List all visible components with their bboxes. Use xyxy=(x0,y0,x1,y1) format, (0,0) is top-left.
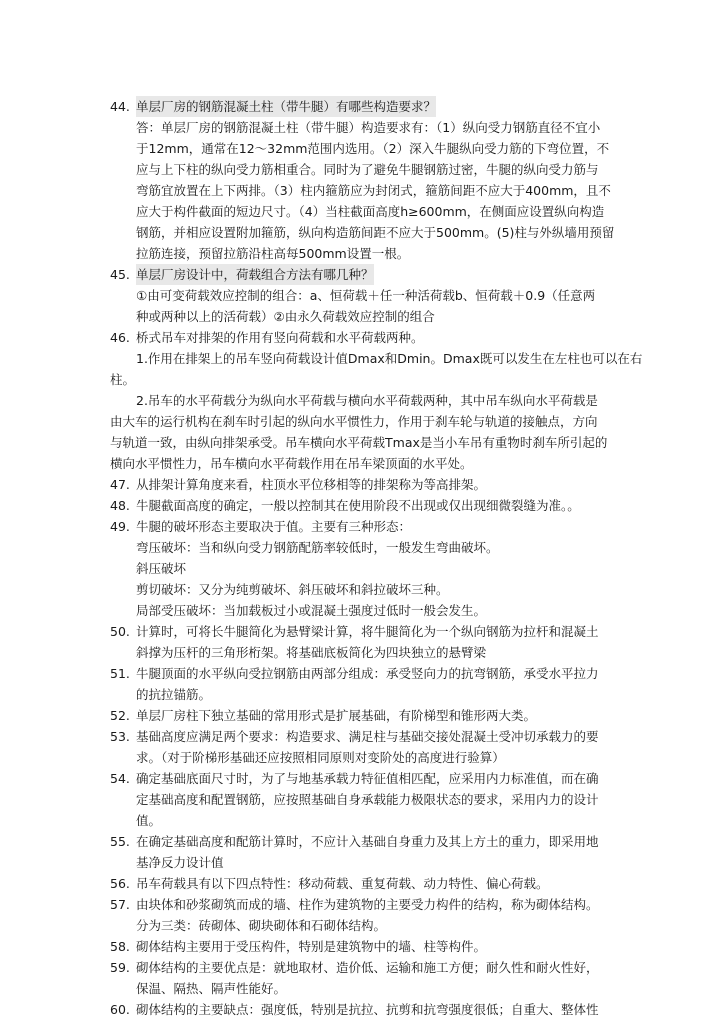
line-text: 砌体结构主要用于受压构件，特别是建筑物中的墙、柱等构件。 xyxy=(136,939,487,954)
item-line xyxy=(110,348,643,369)
item-number: 54. xyxy=(110,771,130,786)
line-text: 计算时，可将长牛腿简化为悬臂梁计算，将牛腿简化为一个纵向钢筋为拉杆和混凝土 xyxy=(136,624,599,639)
item-number: 52. xyxy=(110,708,130,723)
item-number: 49. xyxy=(110,519,130,534)
wrapped-line xyxy=(110,369,620,390)
item-heading xyxy=(110,999,620,1020)
line-text: 斜撑为压杆的三角形桁架。将基础底板简化为四块独立的悬臂梁 xyxy=(136,645,487,660)
wrapped-line xyxy=(110,432,620,453)
item-heading xyxy=(110,516,620,537)
line-text: 求。（对于阶梯形基础还应按照相同原则对变阶处的高度进行验算） xyxy=(136,750,505,765)
item-line xyxy=(110,915,620,936)
line-text: 2.吊车的水平荷载分为纵向水平荷载与横向水平荷载两种，其中吊车纵向水平荷载是 xyxy=(136,393,598,408)
item-heading xyxy=(110,936,620,957)
item-number: 59. xyxy=(110,960,130,975)
item-heading xyxy=(110,957,620,978)
line-text: 弯压破坏：当和纵向受力钢筋配筋率较低时，一般发生弯曲破坏。 xyxy=(136,540,499,555)
line-text: 局部受压破坏：当加载板过小或混凝土强度过低时一般会发生。 xyxy=(136,603,487,618)
line-text: 与轨道一致，由纵向排架承受。吊车横向水平荷载Tmax是当小车吊有重物时刹车所引起的 xyxy=(110,435,608,450)
item-number: 53. xyxy=(110,729,130,744)
wrapped-line xyxy=(110,453,620,474)
line-text: 单层厂房柱下独立基础的常用形式是扩展基础，有阶梯型和锥形两大类。 xyxy=(136,708,537,723)
line-text: 定基础高度和配置钢筋，应按照基础自身承载能力极限状态的要求，采用内力的设计 xyxy=(136,792,599,807)
line-text: 牛腿顶面的水平纵向受拉钢筋由两部分组成：承受竖向力的抗弯钢筋，承受水平拉力 xyxy=(136,666,599,681)
item-heading xyxy=(110,495,620,516)
line-text: 基净反力设计值 xyxy=(136,855,224,870)
item-line xyxy=(110,600,620,621)
line-text: 由块体和砂浆砌筑而成的墙、柱作为建筑物的主要受力构件的结构，称为砌体结构。 xyxy=(136,897,599,912)
line-text: 于12mm，通常在12～32mm范围内选用。（2）深入牛腿纵向受力筋的下弯位置，不 xyxy=(136,141,610,156)
item-heading xyxy=(110,831,620,852)
line-text: 应与上下柱的纵向受力筋相重合。同时为了避免牛腿钢筋过密，牛腿的纵向受力筋与 xyxy=(136,162,599,177)
item-line xyxy=(110,558,620,579)
line-text: 1.作用在排架上的吊车竖向荷载设计值Dmax和Dmin。Dmax既可以发生在左柱也可以在右 xyxy=(136,351,643,366)
item-number: 48. xyxy=(110,498,130,513)
item-heading xyxy=(110,768,620,789)
line-text: 弯筋宜放置在上下两排。（3）柱内箍筋应为封闭式，箍筋间距不应大于400mm，且不 xyxy=(136,183,611,198)
item-line xyxy=(110,306,620,327)
document-body xyxy=(110,96,643,1020)
line-text: 拉筋连接，预留拉筋沿柱高每500mm设置一根。 xyxy=(136,246,410,261)
line-text: 砌体结构的主要优点是：就地取材、造价低、运输和施工方便；耐久性和耐火性好， xyxy=(136,960,599,975)
item-heading xyxy=(110,474,620,495)
item-line xyxy=(110,810,620,831)
item-line xyxy=(110,201,620,222)
item-heading xyxy=(110,873,620,894)
item-line xyxy=(110,285,620,306)
line-text: 钢筋，并相应设置附加箍筋，纵向构造筋间距不应大于500mm。(5)柱与外纵墙用预留 xyxy=(136,225,615,240)
line-text: 的抗拉锚筋。 xyxy=(136,687,212,702)
item-number: 56. xyxy=(110,876,130,891)
line-text: 单层厂房的钢筋混凝土柱（带牛腿）有哪些构造要求？ xyxy=(136,96,436,117)
line-text: 分为三类：砖砌体、砌块砌体和石砌体结构。 xyxy=(136,918,387,933)
item-number: 58. xyxy=(110,939,130,954)
item-line xyxy=(110,747,620,768)
item-line xyxy=(110,978,620,999)
line-text: 从排架计算角度来看，柱顶水平位移相等的排架称为等高排架。 xyxy=(136,477,487,492)
line-text: 柱。 xyxy=(110,372,136,387)
wrapped-line xyxy=(110,411,620,432)
item-number: 55. xyxy=(110,834,130,849)
item-line xyxy=(110,117,620,138)
line-text: 牛腿截面高度的确定，一般以控制其在使用阶段不出现或仅出现细微裂缝为准。。 xyxy=(136,498,580,513)
line-text: 答：单层厂房的钢筋混凝土柱（带牛腿）构造要求有：（1）纵向受力钢筋直径不宜小 xyxy=(136,120,601,135)
item-heading xyxy=(110,663,620,684)
line-text: 砌体结构的主要缺点：强度低，特别是抗拉、抗剪和抗弯强度很低；自重大、整体性 xyxy=(136,1002,599,1017)
line-text: 种或两种以上的活荷载）②由永久荷载效应控制的组合 xyxy=(136,309,435,324)
line-text: 值。 xyxy=(136,813,162,828)
line-text: 保温、隔热、隔声性能好。 xyxy=(136,981,287,996)
item-line xyxy=(110,222,620,243)
line-text: 单层厂房设计中，荷载组合方法有哪几种？ xyxy=(136,264,374,285)
line-text: 桥式吊车对排架的作用有竖向荷载和水平荷载两种。 xyxy=(136,330,424,345)
item-line xyxy=(110,180,620,201)
line-text: 应大于构件截面的短边尺寸。（4）当柱截面高度h≥600mm，在侧面应设置纵向构造 xyxy=(136,204,605,219)
line-text: 确定基础底面尺寸时，为了与地基承载力特征值相匹配，应采用内力标准值，而在确 xyxy=(136,771,599,786)
item-number: 57. xyxy=(110,897,130,912)
line-text: 由大车的运行机构在刹车时引起的纵向水平惯性力，作用于刹车轮与轨道的接触点，方向 xyxy=(110,414,598,429)
line-text: 在确定基础高度和配筋计算时，不应计入基础自身重力及其上方土的重力，即采用地 xyxy=(136,834,599,849)
item-number: 60. xyxy=(110,1002,130,1017)
item-line xyxy=(110,642,620,663)
item-line xyxy=(110,138,620,159)
item-number: 45. xyxy=(110,267,130,282)
item-line xyxy=(110,243,620,264)
item-number: 47. xyxy=(110,477,130,492)
item-heading xyxy=(110,726,620,747)
item-heading xyxy=(110,894,620,915)
line-text: ①由可变荷载效应控制的组合：a、恒荷载＋任一种活荷载b、恒荷载＋0.9（任意两 xyxy=(136,288,596,303)
item-number: 44. xyxy=(110,99,130,114)
item-heading xyxy=(110,96,620,117)
item-heading xyxy=(110,327,620,348)
item-line xyxy=(110,537,620,558)
line-text: 吊车荷载具有以下四点特性：移动荷载、重复荷载、动力特性、偏心荷载。 xyxy=(136,876,549,891)
line-text: 斜压破坏 xyxy=(136,561,187,576)
item-line xyxy=(110,159,620,180)
item-heading xyxy=(110,264,620,285)
item-line xyxy=(110,684,620,705)
item-heading xyxy=(110,621,620,642)
item-line xyxy=(110,579,620,600)
line-text: 横向水平惯性力，吊车横向水平荷载作用在吊车梁顶面的水平处。 xyxy=(110,456,473,471)
item-number: 50. xyxy=(110,624,130,639)
item-heading xyxy=(110,705,620,726)
line-text: 牛腿的破坏形态主要取决于值。主要有三种形态： xyxy=(136,519,412,534)
item-number: 51. xyxy=(110,666,130,681)
paragraph-first-line xyxy=(110,390,620,411)
item-number: 46. xyxy=(110,330,130,345)
item-line xyxy=(110,789,620,810)
line-text: 基础高度应满足两个要求：构造要求、满足柱与基础交接处混凝土受冲切承载力的要 xyxy=(136,729,599,744)
item-line xyxy=(110,852,620,873)
line-text: 剪切破坏：又分为纯剪破坏、斜压破坏和斜拉破坏三种。 xyxy=(136,582,449,597)
